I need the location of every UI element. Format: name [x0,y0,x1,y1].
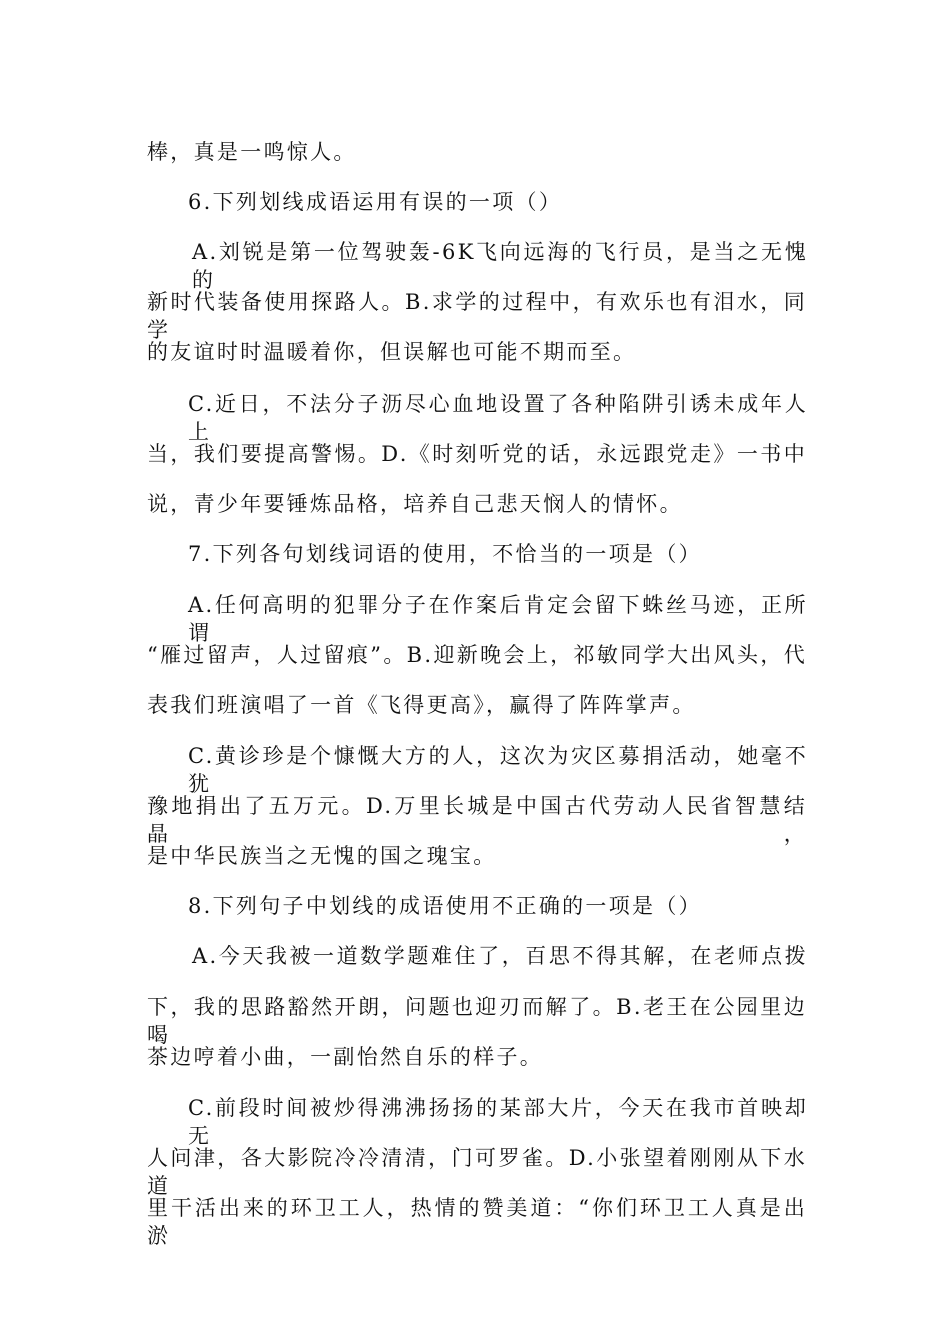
text-line: 表我们班演唱了一首《飞得更高》，赢得了阵阵掌声。 [147,693,696,717]
text-line: 说，青少年要锤炼品格，培养自己悲天悯人的情怀。 [147,492,683,516]
text-line: A.今天我被一道数学题难住了，百思不得其解，在老师点拨 [192,944,808,968]
text-line: 人问津，各大影院冷冷清清，门可罗雀。D.小张望着刚刚从下水道 [147,1146,807,1198]
text-line: C.近日，不法分子沥尽心血地设置了各种陷阱引诱未成年人上 [188,392,808,444]
question-7-stem: 7.下列各句划线词语的使用，不恰当的一项是（） [188,542,702,566]
text-line: 里干活出来的环卫工人，热情的赞美道：“你们环卫工人真是出淤 [147,1196,807,1248]
text-line: C.前段时间被炒得沸沸扬扬的某部大片，今天在我市首映却无 [188,1096,808,1148]
text-line: “雁过留声，人过留痕”。B.迎新晚会上，祁敏同学大出风头，代 [147,643,807,667]
text-line: A.刘锐是第一位驾驶轰-6K飞向远海的飞行员，是当之无愧的 [192,240,808,292]
text-line: 新时代装备使用探路人。B.求学的过程中，有欢乐也有泪水，同学 [147,290,807,342]
text-line: 当，我们要提高警惕。D.《时刻听党的话，永远跟党走》一书中 [147,442,807,466]
text-line: 茶边哼着小曲，一副怡然自乐的样子。 [147,1045,544,1069]
text-line: A.任何高明的犯罪分子在作案后肯定会留下蛛丝马迹，正所谓 [188,593,808,645]
text-line: 棒，真是一鸣惊人。 [147,140,357,164]
text-line: 豫地捐出了五万元。D.万里长城是中国古代劳动人民省智慧结晶， [147,794,807,846]
text-line: 是中华民族当之无愧的国之瑰宝。 [147,844,497,868]
text-line: 下，我的思路豁然开朗，问题也迎刃而解了。B.老王在公园里边喝 [147,995,807,1047]
text-line: 的友谊时时温暖着你，但误解也可能不期而至。 [147,340,637,364]
question-6-stem: 6.下列划线成语运用有误的一项（） [188,190,563,214]
question-8-stem: 8.下列句子中划线的成语使用不正确的一项是（） [188,894,702,918]
text-line: C.黄诊珍是个慷慨大方的人，这次为灾区募捐活动，她毫不犹 [188,744,808,796]
